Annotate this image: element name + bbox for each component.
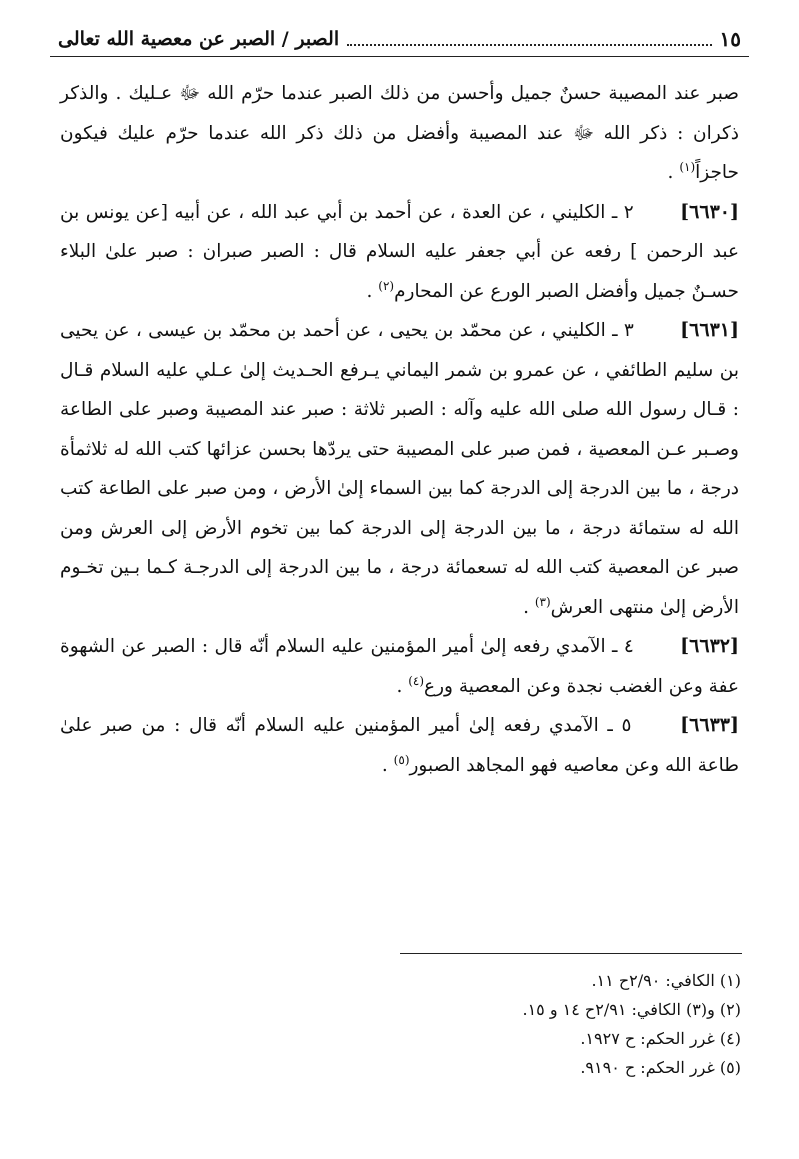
hadith-number: [٦٦٣١] <box>680 319 739 341</box>
footnote-3: (٤) غرر الحكم: ح ١٩٢٧. <box>580 1029 741 1048</box>
hadith-number: [٦٦٣٣] <box>680 714 739 736</box>
hadith-number: [٦٦٣٠] <box>680 200 739 223</box>
intro-line-1: صبر عند المصيبة حسنٌ جميل وأحسن من ذلك الصبر عندما حرّم الله ﷻ عـليك . <box>115 83 739 104</box>
footnote-ref-1: (١) <box>679 159 696 174</box>
footnote-ref: (٤) <box>408 673 425 688</box>
hadith-text: ٣ ـ الكليني ، عن محمّد بن يحيى ، عن أحمد بن محمّد بن عيسى ، عن يحيى بن سليم الطائفي ، عن عمرو بن شمر اليماني يـرفع الحـديث إلىٰ عـلي عليه السلام قـال : قـال رسول الله صلى الله عليه وآله : الصبر ثلاثة : صبر عند المصيبة وصبر على الطاعة وصـبر عـن المعصية ، فمن صبر على المصيبة حتى يردّها بحسن عزائها كتب الله له ثلاثمأة درجة ، ما بين الدرجة إلى الدرجة كما بين السماء إلىٰ الأرض ، ومن صبر على الطاعة كتب الله له ستمائة درجة ، ما بين الدرجة إلى الدرجة كما بين تخوم الأرض إلى العرش ومن صبر عن المعصية كتب الله له تسعمائة درجة ، ما بين الدرجة إلى الدرجـة كـما بـين تخـوم الأرض إلىٰ منتهى العرش <box>60 320 739 618</box>
hadith-entry: [٦٦٣٢] ٤ ـ الآمدي رفعه إلىٰ أمير المؤمنين عليه السلام أنّه قال : الصبر عن الشهوة عفة وعن الغضب نجدة وعن المعصية ورع$^{(٤)}$ . <box>60 627 739 706</box>
hadith-text: ٤ ـ الآمدي رفعه إلىٰ أمير المؤمنين عليه السلام أنّه قال : الصبر عن الشهوة عفة وعن الغضب نجدة وعن المعصية ورع <box>60 636 739 697</box>
page-number: ١٥ <box>719 27 741 51</box>
footnote-ref: (٣) <box>534 594 551 609</box>
footnote-4: (٥) غرر الحكم: ح ٩١٩٠. <box>580 1058 741 1077</box>
footnote-1: (١) الكافي: ٢/٩٠ح ١١. <box>591 971 741 990</box>
page-body <box>60 74 739 785</box>
footnote-divider <box>400 953 742 954</box>
hadith-text: ٢ ـ الكليني ، عن العدة ، عن أحمد بن أبي عبد الله ، عن أبيه [عن يونس بن عبد الرحمن ] رفعه عن أبي جعفر عليه السلام قال : الصبر صبران : صبر علىٰ البلاء حسـنٌ جميل وأفضل الصبر الورع عن المحارم <box>60 201 739 302</box>
footnotes <box>361 966 741 1082</box>
intro-line-2: والذكر ذكران : ذكر الله ﷻ عند المصيبة وأفضل من ذلك ذكر الله عندما حرّم عليك <box>60 83 739 144</box>
header-divider <box>50 56 749 57</box>
hadith-entry: [٦٦٣٠] ٢ ـ الكليني ، عن العدة ، عن أحمد بن أبي عبد الله ، عن أبيه [عن يونس بن عبد الرحمن ] رفعه عن أبي جعفر عليه السلام قال : الصبر صبران : صبر علىٰ البلاء حسـنٌ جميل وأفضل الصبر الورع عن المحارم$^{(٢)}$ . <box>60 193 739 312</box>
running-header <box>58 22 741 56</box>
header-title: الصبر / الصبر عن معصية الله تعالى <box>58 28 340 50</box>
footnote-ref: (٢) <box>378 278 395 293</box>
footnote-ref: (٥) <box>393 752 410 767</box>
intro-paragraph: صبر عند المصيبة حسنٌ جميل وأحسن من ذلك الصبر عندما حرّم الله ﷻ عـليك . والذكر ذكران : ذكر الله ﷻ عند المصيبة وأفضل من ذلك ذكر الله عندما حرّم عليك فيكون حاجزاً$^{(١)}$ . <box>60 83 739 183</box>
intro-line-3: فيكون حاجزاً <box>60 122 739 183</box>
hadith-entry: [٦٦٣١] ٣ ـ الكليني ، عن محمّد بن يحيى ، عن أحمد بن محمّد بن عيسى ، عن يحيى بن سليم الطائفي ، عن عمرو بن شمر اليماني يـرفع الحـديث إلىٰ عـلي عليه السلام قـال : قـال رسول الله صلى الله عليه وآله : الصبر ثلاثة : صبر عند المصيبة وصبر على الطاعة وصـبر عـن المعصية ، فمن صبر على المصيبة حتى يردّها بحسن عزائها كتب الله له ثلاثمأة درجة ، ما بين الدرجة إلى الدرجة كما بين السماء إلىٰ الأرض ، ومن صبر على الطاعة كتب الله له ستمائة درجة ، ما بين الدرجة إلى الدرجة كما بين تخوم الأرض إلى العرش ومن صبر عن المعصية كتب الله له تسعمائة درجة ، ما بين الدرجة إلى الدرجـة كـما بـين تخـوم الأرض إلىٰ منتهى العرش$^{(٣)}$ . <box>60 311 739 627</box>
hadith-text: ٥ ـ الآمدي رفعه إلىٰ أمير المؤمنين عليه السلام أنّه قال : من صبر علىٰ طاعة الله وعن معاصيه فهو المجاهد الصبور <box>60 715 739 776</box>
footnote-2: (٢) و(٣) الكافي: ٢/٩١ح ١٤ و ١٥. <box>522 1000 741 1019</box>
hadith-number: [٦٦٣٢] <box>680 635 739 657</box>
header-dot-leader <box>347 32 711 46</box>
hadith-entry: [٦٦٣٣] ٥ ـ الآمدي رفعه إلىٰ أمير المؤمنين عليه السلام أنّه قال : من صبر علىٰ طاعة الله وعن معاصيه فهو المجاهد الصبور$^{(٥)}$ . <box>60 706 739 785</box>
